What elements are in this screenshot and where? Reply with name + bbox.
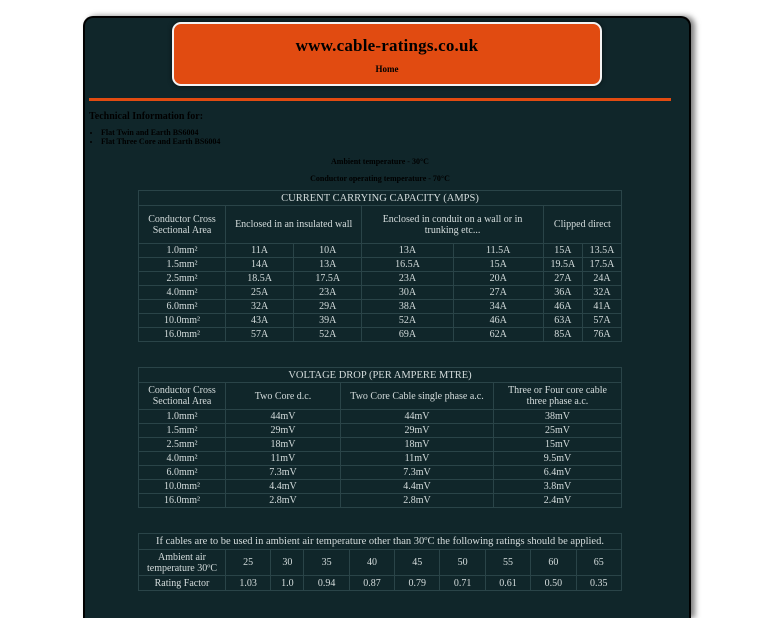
row-area: 2.5mm² — [139, 438, 226, 452]
table-row — [139, 452, 622, 466]
voltage-cell: 3.8mV — [494, 480, 622, 494]
capacity-cell: 76A — [582, 328, 621, 342]
capacity-cell: 57A — [582, 314, 621, 328]
operating-temperature: Conductor operating temperature - 70°C — [310, 174, 450, 183]
table-row — [139, 314, 622, 328]
capacity-cell: 46A — [543, 300, 582, 314]
vheader-two-core-ac: Two Core Cable single phase a.c. — [341, 383, 494, 410]
voltage-cell: 2.8mV — [226, 494, 341, 508]
temp-cell: 30 — [271, 550, 304, 576]
temp-cell: 35 — [304, 550, 349, 576]
voltage-cell: 38mV — [494, 410, 622, 424]
voltage-cell: 25mV — [494, 424, 622, 438]
capacity-cell: 39A — [294, 314, 362, 328]
voltage-cell: 18mV — [341, 438, 494, 452]
rating-table — [138, 533, 622, 591]
voltage-cell: 15mV — [494, 438, 622, 452]
voltage-cell: 4.4mV — [341, 480, 494, 494]
capacity-cell: 57A — [226, 328, 294, 342]
factor-cell: 0.50 — [531, 576, 576, 591]
capacity-cell: 69A — [362, 328, 453, 342]
capacity-cell: 32A — [582, 286, 621, 300]
voltage-cell: 2.4mV — [494, 494, 622, 508]
factor-cell: 0.35 — [576, 576, 622, 591]
voltage-cell: 9.5mV — [494, 452, 622, 466]
temp-cell: 45 — [395, 550, 440, 576]
row-area: 10.0mm² — [139, 314, 226, 328]
voltage-cell: 6.4mV — [494, 466, 622, 480]
capacity-cell: 23A — [294, 286, 362, 300]
capacity-cell: 13A — [362, 244, 453, 258]
factor-label: Rating Factor — [139, 576, 226, 591]
table-row — [139, 258, 622, 272]
voltage-cell: 4.4mV — [226, 480, 341, 494]
capacity-cell: 43A — [226, 314, 294, 328]
capacity-rows — [139, 244, 622, 342]
factor-cell: 0.87 — [349, 576, 394, 591]
capacity-cell: 17.5A — [294, 272, 362, 286]
capacity-cell: 27A — [543, 272, 582, 286]
voltage-cell: 11mV — [341, 452, 494, 466]
capacity-cell: 18.5A — [226, 272, 294, 286]
capacity-title: CURRENT CARRYING CAPACITY (AMPS) — [139, 191, 622, 206]
table-row — [139, 466, 622, 480]
voltage-cell: 29mV — [226, 424, 341, 438]
capacity-cell: 24A — [582, 272, 621, 286]
ambient-temperature: Ambient temperature - 30°C — [331, 157, 429, 166]
row-area: 6.0mm² — [139, 300, 226, 314]
table-row — [139, 300, 622, 314]
temp-cell: 40 — [349, 550, 394, 576]
voltage-rows — [139, 410, 622, 508]
voltage-cell: 2.8mV — [341, 494, 494, 508]
capacity-cell: 30A — [362, 286, 453, 300]
factor-cell: 0.79 — [395, 576, 440, 591]
capacity-cell: 15A — [543, 244, 582, 258]
capacity-cell: 85A — [543, 328, 582, 342]
factor-cell: 0.94 — [304, 576, 349, 591]
temp-cell: 65 — [576, 550, 622, 576]
capacity-cell: 23A — [362, 272, 453, 286]
technical-heading: Technical Information for: — [89, 111, 204, 122]
capacity-cell: 10A — [294, 244, 362, 258]
row-area: 4.0mm² — [139, 452, 226, 466]
capacity-cell: 63A — [543, 314, 582, 328]
table-row — [139, 328, 622, 342]
voltage-cell: 29mV — [341, 424, 494, 438]
factor-cell: 1.03 — [226, 576, 271, 591]
voltage-title: VOLTAGE DROP (PER AMPERE MTRE) — [139, 368, 622, 383]
capacity-cell: 20A — [453, 272, 543, 286]
temp-label: Ambient air temperature 30ºC — [139, 550, 226, 576]
table-row — [139, 272, 622, 286]
temp-cell: 55 — [485, 550, 530, 576]
rating-title: If cables are to be used in ambient air temperature other than 30ºC the following ratings should be applied. — [139, 534, 622, 550]
table-row — [139, 480, 622, 494]
capacity-cell: 34A — [453, 300, 543, 314]
site-title: www.cable-ratings.co.uk — [295, 36, 479, 55]
capacity-cell: 13A — [294, 258, 362, 272]
capacity-cell: 38A — [362, 300, 453, 314]
row-area: 2.5mm² — [139, 272, 226, 286]
table-row — [139, 424, 622, 438]
row-area: 1.0mm² — [139, 410, 226, 424]
capacity-cell: 27A — [453, 286, 543, 300]
capacity-cell: 11A — [226, 244, 294, 258]
row-area: 10.0mm² — [139, 480, 226, 494]
capacity-table — [138, 190, 622, 342]
voltage-cell: 7.3mV — [341, 466, 494, 480]
vheader-three-core: Three or Four core cable three phase a.c. — [494, 383, 622, 410]
vheader-two-core-dc: Two Core d.c. — [226, 383, 341, 410]
product-links — [89, 128, 220, 146]
voltage-cell: 7.3mV — [226, 466, 341, 480]
table-row — [139, 494, 622, 508]
capacity-cell: 13.5A — [582, 244, 621, 258]
capacity-cell: 15A — [453, 258, 543, 272]
capacity-cell: 19.5A — [543, 258, 582, 272]
voltage-cell: 11mV — [226, 452, 341, 466]
capacity-cell: 17.5A — [582, 258, 621, 272]
capacity-cell: 16.5A — [362, 258, 453, 272]
row-area: 16.0mm² — [139, 494, 226, 508]
vheader-area: Conductor Cross Sectional Area — [139, 383, 226, 410]
capacity-cell: 36A — [543, 286, 582, 300]
temp-cell: 60 — [531, 550, 576, 576]
header-insulated: Enclosed in an insulated wall — [226, 206, 362, 244]
table-row — [139, 410, 622, 424]
orange-divider — [89, 98, 671, 101]
factor-cell: 0.71 — [440, 576, 485, 591]
header-clipped: Clipped direct — [543, 206, 621, 244]
row-area: 1.0mm² — [139, 244, 226, 258]
capacity-cell: 14A — [226, 258, 294, 272]
capacity-cell: 41A — [582, 300, 621, 314]
voltage-cell: 18mV — [226, 438, 341, 452]
factor-cell: 0.61 — [485, 576, 530, 591]
table-row — [139, 244, 622, 258]
capacity-cell: 11.5A — [453, 244, 543, 258]
row-area: 1.5mm² — [139, 424, 226, 438]
row-area: 4.0mm² — [139, 286, 226, 300]
factor-cell: 1.0 — [271, 576, 304, 591]
table-row — [139, 286, 622, 300]
capacity-cell: 25A — [226, 286, 294, 300]
capacity-cell: 46A — [453, 314, 543, 328]
row-area: 6.0mm² — [139, 466, 226, 480]
temp-cell: 50 — [440, 550, 485, 576]
capacity-cell: 32A — [226, 300, 294, 314]
voltage-table — [138, 367, 622, 508]
temp-cell: 25 — [226, 550, 271, 576]
home-link[interactable]: Home — [375, 64, 399, 74]
voltage-cell: 44mV — [341, 410, 494, 424]
table-row — [139, 438, 622, 452]
row-area: 16.0mm² — [139, 328, 226, 342]
link-twin-earth[interactable]: • Flat Twin and Earth BS6004 — [101, 128, 220, 137]
link-three-core-earth[interactable]: • Flat Three Core and Earth BS6004 — [101, 137, 220, 146]
header-area: Conductor Cross Sectional Area — [139, 206, 226, 244]
capacity-cell: 52A — [362, 314, 453, 328]
capacity-cell: 52A — [294, 328, 362, 342]
row-area: 1.5mm² — [139, 258, 226, 272]
header-conduit: Enclosed in conduit on a wall or in trunking etc... — [362, 206, 543, 244]
site-header — [172, 22, 602, 86]
capacity-cell: 29A — [294, 300, 362, 314]
capacity-cell: 62A — [453, 328, 543, 342]
voltage-cell: 44mV — [226, 410, 341, 424]
